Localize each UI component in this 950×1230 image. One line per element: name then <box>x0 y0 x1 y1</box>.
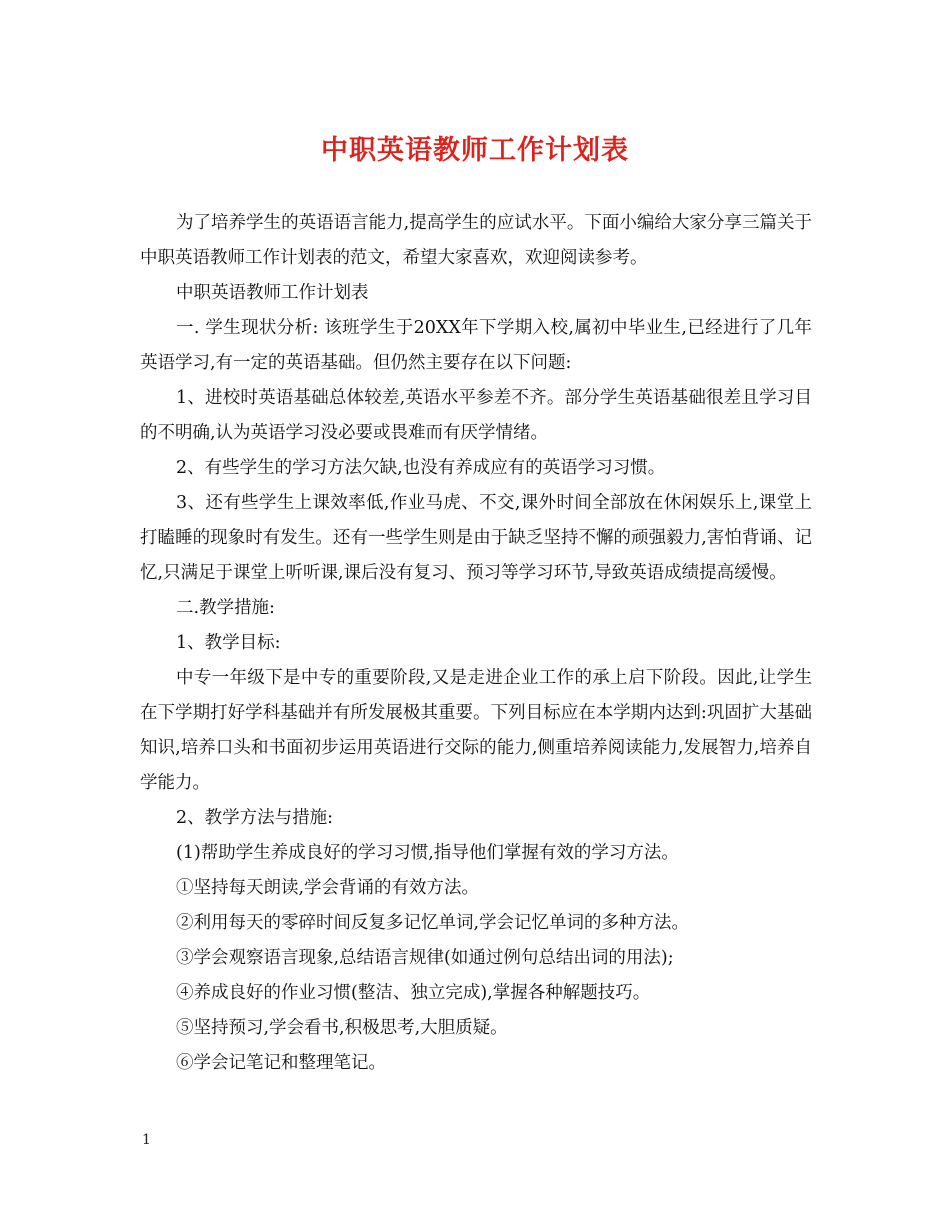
paragraph-subtitle: 中职英语教师工作计划表 <box>176 283 369 303</box>
list-item: ④养成良好的作业习惯(整洁、独立完成),掌握各种解题技巧。 <box>176 983 651 1003</box>
list-item: ⑤坚持预习,学会看书,积极思考,大胆质疑。 <box>176 1018 508 1038</box>
list-item: ⑥学会记笔记和整理笔记。 <box>176 1053 386 1073</box>
paragraph-problem-2: 2、有些学生的学习方法欠缺,也没有养成应有的英语学习习惯。 <box>176 458 666 478</box>
paragraph-method-1: (1)帮助学生养成良好的学习习惯,指导他们掌握有效的学习方法。 <box>176 843 679 863</box>
paragraph-section-measures: 二.教学措施: <box>176 598 275 618</box>
paragraph-problem-3: 3、还有些学生上课效率低,作业马虎、不交,课外时间全部放在休闲娱乐上,课堂上打瞌睡的现象时有发生。还有一些学生则是由于缺乏坚持不懈的顽强毅力,害怕背诵、记忆,只满足于课堂上听听课,课后没有复习、预习等学习环节,导致英语成绩提高缓慢。 <box>140 493 812 583</box>
list-item: ①坚持每天朗读,学会背诵的有效方法。 <box>176 878 480 898</box>
list-item: ③学会观察语言现象,总结语言规律(如通过例句总结出词的用法); <box>176 948 674 968</box>
list-item: ②利用每天的零碎时间反复多记忆单词,学会记忆单词的多种方法。 <box>176 913 690 933</box>
paragraph-goals-heading: 1、教学目标: <box>176 633 281 653</box>
page-number: 1 <box>142 1132 151 1148</box>
paragraph-methods-heading: 2、教学方法与措施: <box>176 808 334 828</box>
paragraph-intro: 为了培养学生的英语语言能力,提高学生的应试水平。下面小编给大家分享三篇关于中职英语教师工作计划表的范文，希望大家喜欢，欢迎阅读参考。 <box>140 213 812 268</box>
paragraph-goals: 中专一年级下是中专的重要阶段,又是走进企业工作的承上启下阶段。因此,让学生在下学期打好学科基础并有所发展极其重要。下列目标应在本学期内达到:巩固扩大基础知识,培养口头和书面初步运用英语进行交际的能力,侧重培养阅读能力,发展智力,培养自学能力。 <box>140 668 812 793</box>
document-title: 中职英语教师工作计划表 <box>321 135 629 166</box>
document-body <box>140 206 812 1081</box>
paragraph-student-analysis: 一. 学生现状分析: 该班学生于20XX年下学期入校,属初中毕业生,已经进行了几年英语学习,有一定的英语基础。但仍然主要存在以下问题: <box>140 318 812 373</box>
paragraph-problem-1: 1、进校时英语基础总体较差,英语水平参差不齐。部分学生英语基础很差且学习目的不明确,认为英语学习没必要或畏难而有厌学情绪。 <box>140 388 812 443</box>
